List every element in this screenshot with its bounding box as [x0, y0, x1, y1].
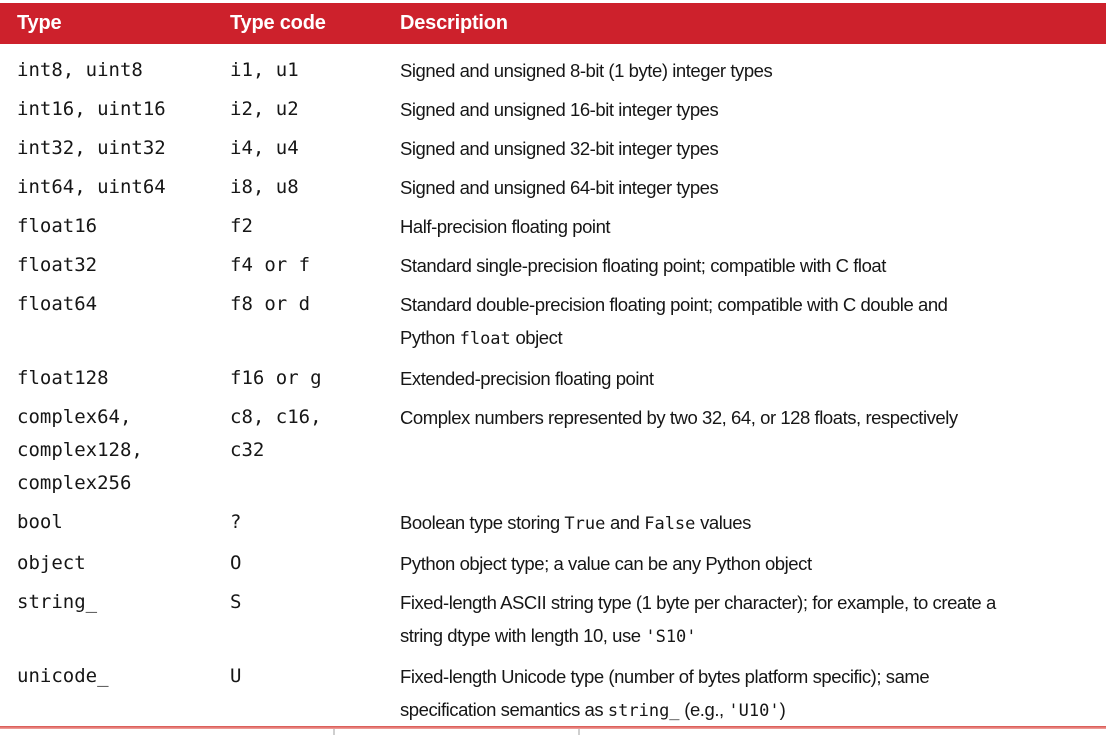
column-header-type-code: Type code	[230, 3, 400, 44]
type-cell	[0, 44, 230, 90]
cell-line: U	[230, 665, 242, 687]
description-cell	[400, 129, 1106, 168]
type-code-cell	[230, 207, 400, 246]
type-cell	[0, 359, 230, 398]
numpy-dtypes-table	[0, 3, 1106, 731]
inline-code: string_	[607, 701, 680, 721]
cell-line	[400, 693, 1102, 728]
type-code-cell	[230, 168, 400, 207]
type-cell	[0, 544, 230, 583]
cell-line: bool	[17, 511, 63, 533]
column-divider-mark	[578, 729, 580, 735]
table-row	[0, 90, 1106, 129]
column-divider-mark	[333, 729, 335, 735]
cell-line	[400, 288, 1102, 321]
description-text: Complex numbers represented by two 32, 64, or 128 floats, respectively	[400, 407, 958, 428]
inline-code: 'U10'	[728, 701, 780, 721]
description-text: Standard double-precision floating point; compatible with C double and	[400, 294, 948, 315]
cell-line: f2	[230, 215, 253, 237]
type-code-cell	[230, 359, 400, 398]
cell-line: ?	[230, 511, 242, 533]
description-text: Signed and unsigned 8-bit (1 byte) integer types	[400, 60, 773, 81]
cell-line: int8, uint8	[17, 59, 143, 81]
description-text: Python object type; a value can be any Python object	[400, 553, 812, 574]
table-row	[0, 44, 1106, 90]
description-text: values	[695, 512, 751, 533]
table-body	[0, 44, 1106, 731]
inline-code: float	[459, 329, 511, 349]
type-code-cell	[230, 503, 400, 544]
description-text: Signed and unsigned 64-bit integer types	[400, 177, 719, 198]
table-row	[0, 129, 1106, 168]
cell-line	[400, 547, 1102, 580]
type-cell	[0, 285, 230, 359]
description-cell	[400, 285, 1106, 359]
description-text: string dtype with length 10, use	[400, 625, 646, 646]
description-cell	[400, 44, 1106, 90]
table-row	[0, 359, 1106, 398]
cell-line: f4 or f	[230, 254, 311, 276]
cell-line	[400, 506, 1102, 541]
cell-line: complex64,	[17, 406, 132, 428]
cell-line: float64	[17, 293, 98, 315]
description-cell	[400, 503, 1106, 544]
table-row	[0, 285, 1106, 359]
type-code-cell	[230, 398, 400, 503]
type-cell	[0, 207, 230, 246]
cell-line	[400, 619, 1102, 654]
description-cell	[400, 90, 1106, 129]
type-cell	[0, 129, 230, 168]
cell-line: float16	[17, 215, 98, 237]
description-text: object	[510, 327, 563, 348]
cell-line: unicode_	[17, 665, 109, 687]
cell-line	[400, 321, 1102, 356]
description-cell	[400, 583, 1106, 657]
cell-line	[400, 132, 1102, 165]
type-code-cell	[230, 129, 400, 168]
description-text: specification semantics as	[400, 699, 608, 720]
description-cell	[400, 657, 1106, 731]
type-cell	[0, 503, 230, 544]
cell-line: string_	[17, 591, 98, 613]
cell-line: O	[230, 552, 242, 574]
description-text: Boolean type storing	[400, 512, 565, 533]
description-text: Python	[400, 327, 460, 348]
type-cell	[0, 246, 230, 285]
cell-line: complex256	[17, 472, 132, 494]
cell-line	[400, 171, 1102, 204]
inline-code: False	[644, 514, 696, 534]
type-cell	[0, 398, 230, 503]
description-text: Fixed-length ASCII string type (1 byte per character); for example, to create a	[400, 592, 996, 613]
type-code-cell	[230, 285, 400, 359]
description-text: Signed and unsigned 16-bit integer types	[400, 99, 719, 120]
cell-line: int16, uint16	[17, 98, 166, 120]
cell-line	[400, 210, 1102, 243]
cell-line	[400, 660, 1102, 693]
table-row	[0, 503, 1106, 544]
type-code-cell	[230, 583, 400, 657]
cell-line: complex128,	[17, 439, 143, 461]
inline-code: True	[564, 514, 606, 534]
description-cell	[400, 207, 1106, 246]
cell-line: i1, u1	[230, 59, 299, 81]
cell-line: S	[230, 591, 242, 613]
description-cell	[400, 168, 1106, 207]
cell-line: object	[17, 552, 86, 574]
description-cell	[400, 359, 1106, 398]
cell-line	[400, 249, 1102, 282]
description-text: (e.g.,	[679, 699, 729, 720]
table-header-row	[0, 3, 1106, 44]
table-row	[0, 544, 1106, 583]
type-cell	[0, 657, 230, 731]
cell-line: f8 or d	[230, 293, 311, 315]
description-text: Signed and unsigned 32-bit integer types	[400, 138, 719, 159]
type-code-cell	[230, 246, 400, 285]
table-row	[0, 168, 1106, 207]
cell-line: i4, u4	[230, 137, 299, 159]
type-code-cell	[230, 90, 400, 129]
cell-line	[400, 362, 1102, 395]
inline-code: 'S10'	[645, 627, 697, 647]
cell-line: float128	[17, 367, 109, 389]
cell-line: int32, uint32	[17, 137, 166, 159]
type-cell	[0, 168, 230, 207]
table-row	[0, 246, 1106, 285]
table-row	[0, 583, 1106, 657]
cell-line: float32	[17, 254, 98, 276]
description-text: )	[779, 699, 786, 720]
type-cell	[0, 583, 230, 657]
description-cell	[400, 246, 1106, 285]
cell-line: f16 or g	[230, 367, 322, 389]
cell-line: c8, c16,	[230, 406, 322, 428]
description-text: and	[605, 512, 645, 533]
cell-line: int64, uint64	[17, 176, 166, 198]
table-bottom-border	[0, 726, 1106, 729]
cell-line: i8, u8	[230, 176, 299, 198]
description-text: Fixed-length Unicode type (number of bytes platform specific); same	[400, 666, 930, 687]
description-text: Extended-precision floating point	[400, 368, 654, 389]
type-code-cell	[230, 544, 400, 583]
type-code-cell	[230, 44, 400, 90]
description-cell	[400, 398, 1106, 503]
description-text: Standard single-precision floating point; compatible with C float	[400, 255, 886, 276]
cell-line	[400, 401, 1102, 434]
description-text: Half-precision floating point	[400, 216, 611, 237]
table-row	[0, 398, 1106, 503]
cell-line	[400, 54, 1102, 87]
type-code-cell	[230, 657, 400, 731]
column-header-description: Description	[400, 3, 1106, 44]
cell-line: i2, u2	[230, 98, 299, 120]
cell-line: c32	[230, 439, 265, 461]
cell-line	[400, 93, 1102, 126]
table-row	[0, 657, 1106, 731]
table-row	[0, 207, 1106, 246]
type-cell	[0, 90, 230, 129]
description-cell	[400, 544, 1106, 583]
cell-line	[400, 586, 1102, 619]
column-header-type: Type	[0, 3, 230, 44]
